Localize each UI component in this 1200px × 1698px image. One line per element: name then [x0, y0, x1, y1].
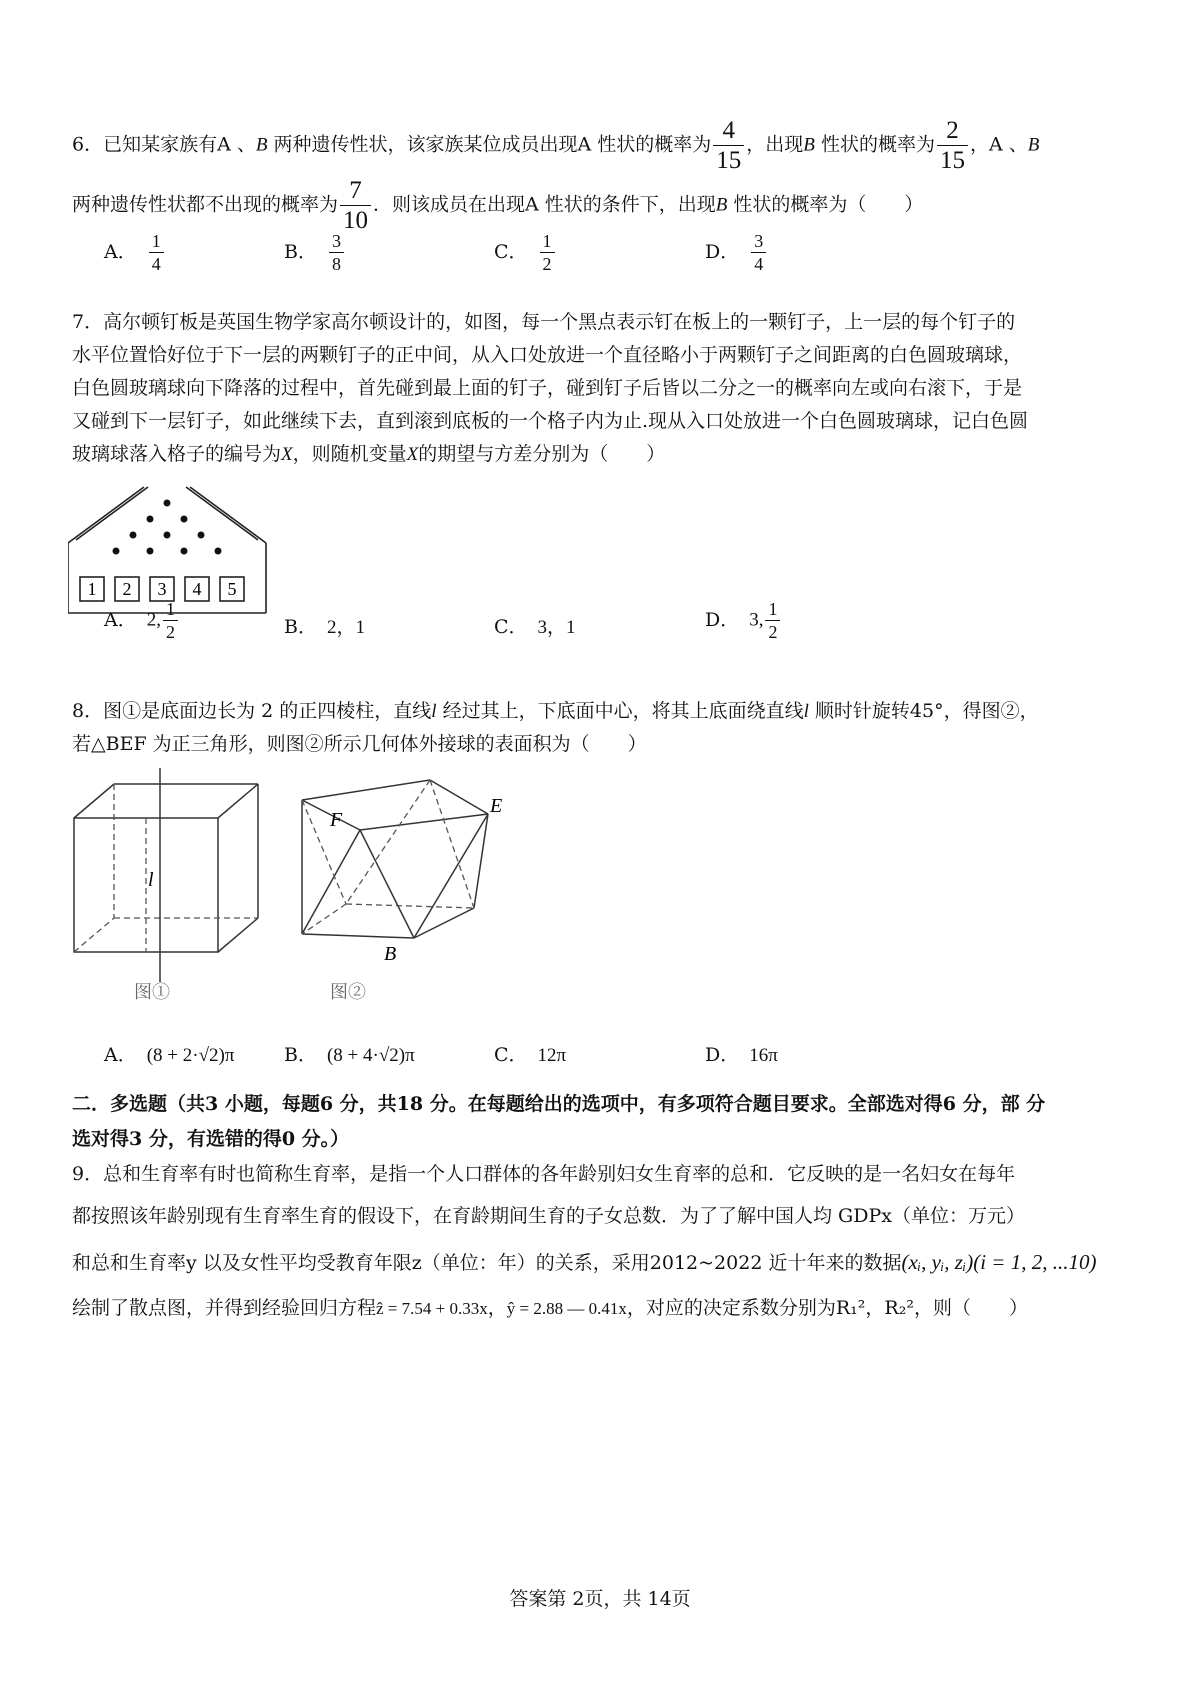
q6-text: 性状的概率为	[814, 133, 935, 156]
q6-var: B	[715, 194, 728, 216]
q6-number: 6．	[72, 133, 104, 156]
galton-slot-number: 4	[192, 579, 202, 599]
q6-option-a[interactable]: A． $\frac{1}{4}$	[104, 232, 166, 273]
galton-slot-number: 3	[157, 579, 167, 599]
q6-text: 两种遗传性状都不出现的概率为	[72, 193, 339, 216]
q8-option-b[interactable]: B． (8 + 4·√2)π	[284, 1044, 415, 1066]
q6-option-b[interactable]: B． $\frac{3}{8}$	[284, 232, 346, 273]
section2-heading-line1: 二．多选题（共3 小题，每题6 分，共18 分。在每题给出的选项中，有多项符合题目要求。全部选对得6 分，部 分	[72, 1093, 1046, 1115]
q6-option-c[interactable]: C． $\frac{1}{2}$	[494, 232, 557, 273]
q6-line1	[72, 118, 1039, 173]
galton-slot-number: 1	[87, 579, 97, 599]
galton-pegs	[113, 500, 222, 555]
section2-heading-line2: 选对得3 分，有选错的得0 分。）	[72, 1128, 350, 1150]
vertex-f-label: F	[330, 809, 343, 831]
vertex-e-label: E	[490, 795, 503, 817]
q6-option-d[interactable]: D． $\frac{3}{4}$	[705, 232, 768, 273]
q7-option-c[interactable]: C． 3，1	[494, 616, 576, 638]
prism-figure-2	[290, 770, 550, 1006]
prism-figure-1	[68, 768, 268, 1004]
fig2-caption: 图②	[330, 982, 366, 1002]
line-l-label: l	[148, 869, 154, 891]
q8-line2: 若△BEF 为正三角形，则图②所示几何体外接球的表面积为（ ）	[72, 733, 647, 755]
q6-frac-c: $\frac{7}{10}$	[340, 178, 371, 233]
galton-slot-number: 2	[122, 579, 132, 599]
q6-var: B	[255, 134, 268, 156]
q6-text: ，出现	[746, 133, 804, 156]
q7-line3: 白色圆玻璃球向下降落的过程中，首先碰到最上面的钉子，碰到钉子后皆以二分之一的概率向左或向右滚下，于是	[72, 377, 1023, 399]
q9-line2: 都按照该年龄别现有生育率生育的假设下，在育龄期间生育的子女总数．为了了解中国人均 GDPx（单位：万元）	[72, 1205, 1025, 1227]
page-footer: 答案第 2页，共 14页	[509, 1588, 691, 1610]
q8-option-d[interactable]: D． 16π	[705, 1044, 778, 1066]
galton-slot-number: 5	[227, 579, 237, 599]
q9-line4: 绘制了散点图，并得到经验回归方程ẑ = 7.54 + 0.33x，ŷ = 2.88 — 0.41x，对应的决定系数分别为R₁²，R₂²，则（ ）	[72, 1297, 1028, 1319]
q6-frac-a: $\frac{4}{15}$	[713, 118, 744, 173]
q7-line5: 玻璃球落入格子的编号为X，则随机变量X的期望与方差分别为（ ）	[72, 443, 666, 465]
q8-line1: 8．图①是底面边长为 2 的正四棱柱，直线l 经过其上，下底面中心，将其上底面绕直线l 顺时针旋转45°，得图②，	[72, 700, 1039, 722]
galton-slots	[80, 577, 244, 601]
q6-line2	[72, 178, 923, 233]
q6-text: 性状的概率为（ ）	[727, 193, 924, 216]
q9-line3: 和总和生育率y 以及女性平均受教育年限z（单位：年）的关系，采用2012~2022 近十年来的数据(xᵢ, yᵢ, zᵢ)(i = 1, 2, ...10)	[72, 1250, 1097, 1274]
q7-line4: 又碰到下一层钉子，如此继续下去，直到滚到底板的一个格子内为止.现从入口处放进一个白色圆玻璃球，记白色圆	[72, 410, 1029, 432]
q6-var: B	[1027, 134, 1040, 156]
q6-text: 两种遗传性状，该家族某位成员出现A 性状的概率为	[267, 133, 712, 156]
q6-text: ．则该成员在出现A 性状的条件下，出现	[373, 193, 716, 216]
galton-board-figure	[68, 485, 268, 615]
q6-var: B	[803, 134, 815, 156]
q7-option-d[interactable]: D． 3, $\frac{1}{2}$	[705, 600, 782, 641]
q8-option-a[interactable]: A． (8 + 2·√2)π	[104, 1044, 235, 1066]
q6-text: ，A 、	[969, 133, 1028, 156]
q7-option-b[interactable]: B． 2，1	[284, 616, 365, 638]
q6-frac-b: $\frac{2}{15}$	[937, 118, 968, 173]
q9-line1: 9．总和生育率有时也简称生育率，是指一个人口群体的各年龄别妇女生育率的总和．它反映的是一名妇女在每年	[72, 1163, 1016, 1185]
vertex-b-label: B	[384, 943, 397, 965]
fig1-caption: 图①	[134, 982, 170, 1002]
q7-option-a[interactable]: A． 2, $\frac{1}{2}$	[104, 600, 180, 641]
q8-option-c[interactable]: C． 12π	[494, 1044, 567, 1066]
q7-line1: 7．高尔顿钉板是英国生物学家高尔顿设计的，如图，每一个黑点表示钉在板上的一颗钉子，上一层的每个钉子的	[72, 311, 1016, 333]
q7-line2: 水平位置恰好位于下一层的两颗钉子的正中间，从入口处放进一个直径略小于两颗钉子之间距离的白色圆玻璃球，	[72, 344, 1023, 366]
q6-text: 已知某家族有A 、	[103, 133, 256, 156]
regression-eq-z: ẑ = 7.54 + 0.33x	[376, 1299, 488, 1318]
regression-eq-y: ŷ = 2.88 — 0.41x	[506, 1299, 627, 1318]
